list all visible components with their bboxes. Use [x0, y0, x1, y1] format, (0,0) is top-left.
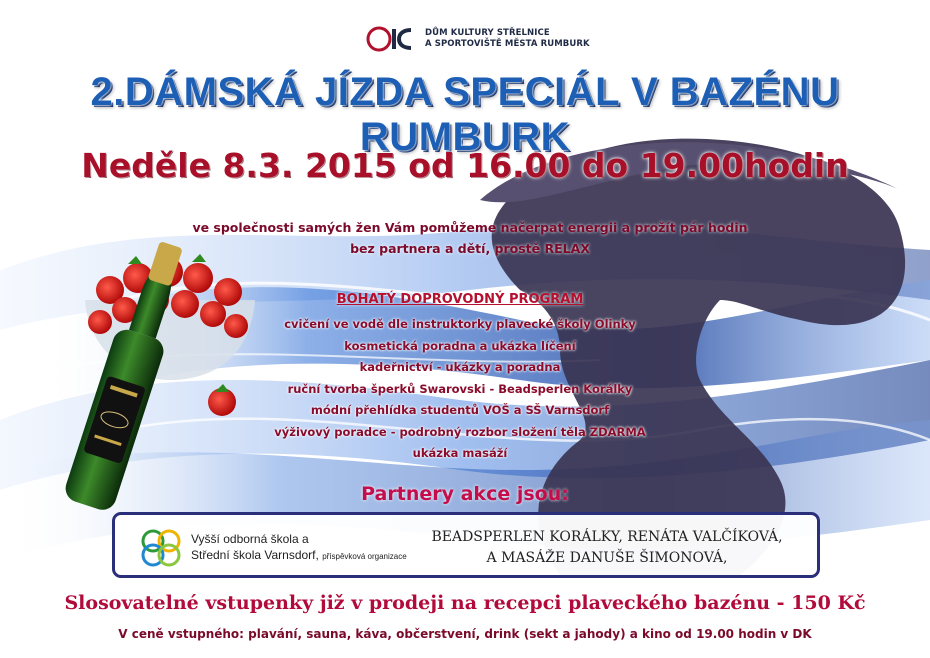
program-item: cvičení ve vodě dle instruktorky plavecké školy Olinky — [284, 317, 636, 331]
program-list — [220, 314, 700, 465]
organizer-logo — [365, 22, 590, 56]
program-item: ruční tvorba šperků Swarovski - Beadsperlen Korálky — [287, 381, 633, 396]
partners-box — [112, 512, 820, 578]
school-line-2: Střední škola Varnsdorf, příspěvková organizace — [191, 548, 407, 562]
other-partners-line-1: BEADSPERLEN KORÁLKY, RENÁTA VALČÍKOVÁ, — [431, 529, 783, 545]
partners-heading: Partnery akce jsou: — [361, 483, 569, 505]
other-partners — [407, 527, 807, 569]
program-item: kadeřnictví - ukázky a poradna — [359, 360, 561, 374]
intro-line-1: ve společnosti samých žen Vám pomůžeme načerpat energii a prožít pár hodin — [192, 220, 748, 235]
program-item: výživový poradce - podrobný rozbor složení těla ZDARMA — [274, 424, 646, 439]
program-item: ukázka masáží — [412, 446, 508, 460]
program-heading: BOHATÝ DOPROVODNÝ PROGRAM — [336, 292, 584, 307]
organizer-line-2: A SPORTOVIŠTĚ MĚSTA RUMBURK — [425, 39, 590, 49]
organizer-line-1: DŮM KULTURY STŘELNICE — [425, 28, 550, 38]
event-date: Neděle 8.3. 2015 od 16.00 do 19.00hodin — [81, 146, 849, 185]
dk-logo-icon — [365, 22, 417, 56]
organizer-name — [425, 28, 590, 50]
school-note: příspěvková organizace — [322, 552, 407, 561]
event-title: 2.DÁMSKÁ JÍZDA SPECIÁL V BAZÉNU RUMBURK — [90, 70, 840, 159]
ticket-info: Slosovatelné vstupenky již v prodeji na recepci plaveckého bazénu - 150 Kč — [64, 592, 866, 614]
program-item: kosmetická poradna a ukázka líčení — [344, 338, 576, 353]
intro-line-2: bez partnera a dětí, prostě RELAX — [350, 241, 590, 256]
school-line-1: Vyšší odborná škola a — [191, 532, 309, 546]
school-name — [191, 531, 407, 565]
school-logo-icon — [137, 527, 187, 567]
program-item: módní přehlídka studentů VOŠ a SŠ Varnsdorf — [310, 403, 610, 417]
price-includes: V ceně vstupného: plavání, sauna, káva, občerstvení, drink (sekt a jahody) a kino od 19.00 hodin v DK — [118, 627, 812, 641]
other-partners-line-2: A MASÁŽE DANUŠE ŠIMONOVÁ, — [486, 550, 728, 566]
